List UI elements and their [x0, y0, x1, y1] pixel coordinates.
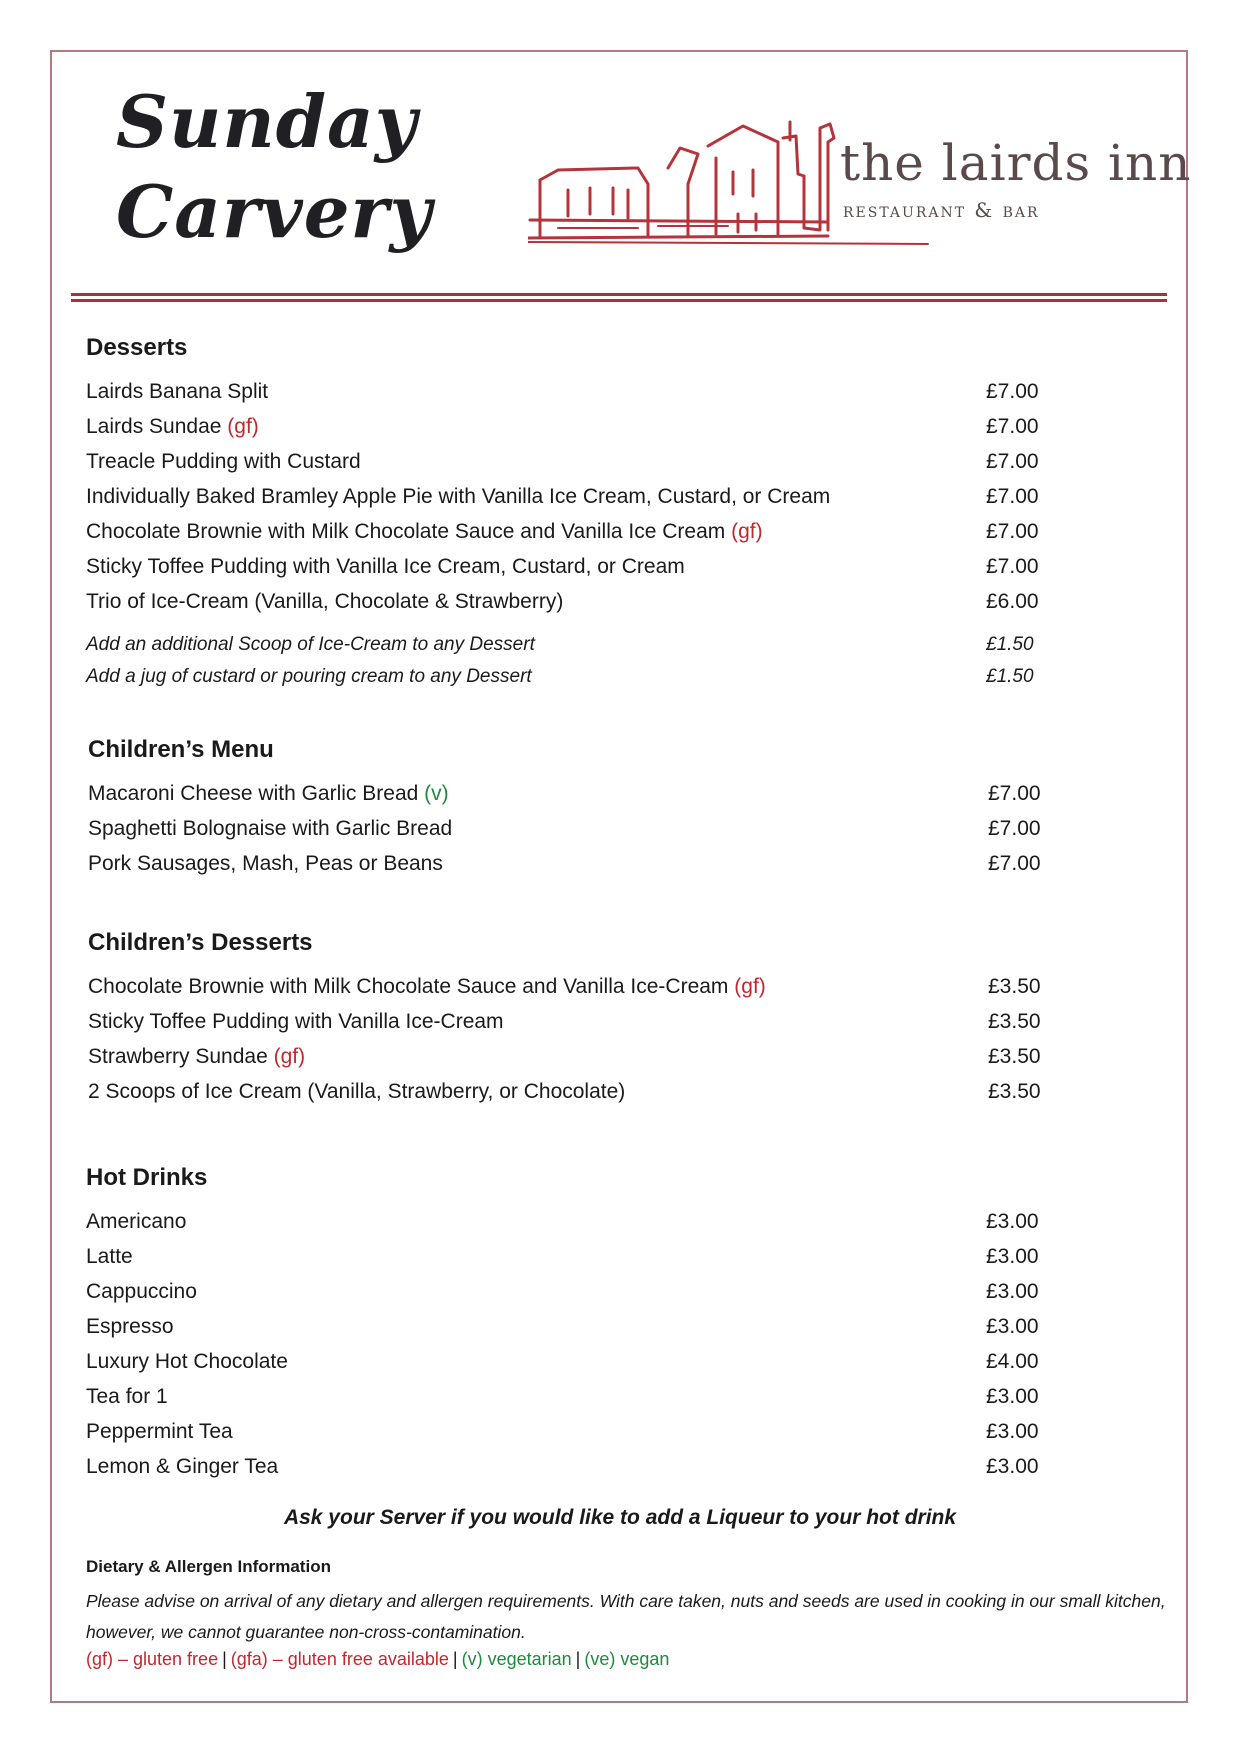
legend-vegan: (ve) vegan — [584, 1649, 670, 1669]
item-name: Peppermint Tea — [86, 1420, 233, 1443]
item-name: Chocolate Brownie with Milk Chocolate Sauce and Vanilla Ice-Cream — [88, 975, 735, 998]
item-price: £3.50 — [988, 1010, 1041, 1033]
menu-item — [86, 589, 1106, 624]
menu-item — [86, 1419, 1106, 1454]
dietary-text: Please advise on arrival of any dietary and allergen requirements. With care taken, nuts and seeds are used in cooking in our small kitchen, however, we cannot guarantee non-cross-contamination. — [86, 1591, 1166, 1642]
extra-item — [86, 632, 1106, 664]
item-price: £3.00 — [986, 1420, 1039, 1443]
legend-gluten-free-available: (gfa) – gluten free available — [230, 1649, 449, 1669]
item-name: Add an additional Scoop of Ice-Cream to any Dessert — [86, 634, 535, 655]
menu-item — [86, 519, 1106, 554]
hot-drinks-section — [86, 1163, 1106, 1489]
menu-item — [88, 816, 1108, 851]
item-name: Spaghetti Bolognaise with Garlic Bread — [88, 817, 453, 840]
item-price: £7.00 — [988, 817, 1041, 840]
desserts-section — [86, 333, 1106, 696]
item-price: £4.00 — [986, 1350, 1039, 1373]
section-title: Desserts — [86, 334, 188, 361]
dietary-tag: (gf) — [227, 415, 259, 438]
item-name: Tea for 1 — [86, 1385, 168, 1408]
item-price: £3.00 — [986, 1455, 1039, 1478]
menu-item — [86, 554, 1106, 589]
item-name: Lairds Banana Split — [86, 380, 269, 403]
menu-item — [86, 414, 1106, 449]
item-price: £7.00 — [986, 450, 1039, 473]
liqueur-note: Ask your Server if you would like to add a Liqueur to your hot drink — [283, 1506, 957, 1529]
item-name: Latte — [86, 1245, 133, 1268]
menu-item — [86, 449, 1106, 484]
menu-item — [88, 781, 1108, 816]
item-name: Trio of Ice-Cream (Vanilla, Chocolate & Strawberry) — [86, 590, 564, 613]
menu-item — [86, 379, 1106, 414]
item-name: Sticky Toffee Pudding with Vanilla Ice Cream, Custard, or Cream — [86, 555, 685, 578]
page-title-line1: Sunday — [116, 79, 418, 164]
item-name: Espresso — [86, 1315, 174, 1338]
dietary-tag: (gf) — [273, 1045, 306, 1068]
item-price: £7.00 — [986, 485, 1039, 508]
item-price: £3.00 — [986, 1210, 1039, 1233]
item-name: Add a jug of custard or pouring cream to any Dessert — [86, 666, 532, 687]
item-price: £3.00 — [986, 1245, 1039, 1268]
menu-item — [86, 1314, 1106, 1349]
section-title: Children’s Menu — [88, 736, 274, 763]
childrens-menu-section — [88, 735, 1108, 886]
menu-item — [86, 1244, 1106, 1279]
logo-name: the lairds inn — [840, 134, 1192, 192]
menu-item — [88, 851, 1108, 886]
legend-separator: | — [222, 1649, 227, 1669]
item-price: £7.00 — [986, 520, 1039, 543]
menu-item — [88, 1044, 1108, 1079]
item-price: £3.00 — [986, 1315, 1039, 1338]
item-price: £6.00 — [986, 590, 1039, 613]
dietary-tag: (gf) — [734, 975, 766, 998]
dietary-tag: (gf) — [731, 520, 763, 543]
dietary-legend — [86, 1649, 669, 1670]
menu-item — [86, 1349, 1106, 1384]
legend-vegetarian: (v) vegetarian — [461, 1649, 572, 1669]
item-price: £1.50 — [986, 634, 1034, 655]
item-price: £3.00 — [986, 1280, 1039, 1303]
item-name: Individually Baked Bramley Apple Pie with Vanilla Ice Cream, Custard, or Cream — [86, 485, 831, 508]
item-price: £3.50 — [988, 1080, 1041, 1103]
menu-item — [88, 974, 1108, 1009]
item-price: £3.00 — [986, 1385, 1039, 1408]
item-price: £7.00 — [988, 782, 1041, 805]
item-name: Lemon & Ginger Tea — [86, 1455, 279, 1478]
legend-separator: | — [575, 1649, 581, 1669]
item-price: £3.50 — [988, 975, 1041, 998]
item-name: Macaroni Cheese with Garlic Bread — [88, 782, 425, 805]
menu-item — [88, 1079, 1108, 1114]
menu-item — [86, 1209, 1106, 1244]
header-divider-bottom — [71, 299, 1167, 302]
page-title-line2: Carvery — [116, 169, 433, 254]
item-name: Strawberry Sundae — [88, 1045, 274, 1068]
item-name: Pork Sausages, Mash, Peas or Beans — [88, 852, 443, 875]
item-price: £7.00 — [986, 555, 1039, 578]
legend-separator: | — [452, 1649, 458, 1669]
menu-item — [88, 1009, 1108, 1044]
section-title: Hot Drinks — [86, 1164, 208, 1191]
menu-item — [86, 1454, 1106, 1489]
item-price: £1.50 — [986, 666, 1034, 687]
section-title: Children’s Desserts — [88, 929, 313, 956]
item-name: Americano — [86, 1210, 187, 1233]
item-name: Luxury Hot Chocolate — [86, 1350, 288, 1373]
item-name: Lairds Sundae — [86, 415, 228, 438]
item-name: Chocolate Brownie with Milk Chocolate Sauce and Vanilla Ice Cream — [86, 520, 732, 543]
menu-item — [86, 484, 1106, 519]
dietary-tag: (v) — [424, 782, 449, 805]
logo-tagline: restaurant & bar — [843, 198, 1040, 222]
extra-item — [86, 664, 1106, 696]
item-price: £7.00 — [986, 415, 1039, 438]
menu-item — [86, 1279, 1106, 1314]
menu-item — [86, 1384, 1106, 1419]
item-price: £7.00 — [986, 380, 1039, 403]
item-name: Sticky Toffee Pudding with Vanilla Ice-Cream — [88, 1010, 504, 1033]
item-name: 2 Scoops of Ice Cream (Vanilla, Strawberry, or Chocolate) — [88, 1080, 626, 1103]
item-price: £7.00 — [988, 852, 1041, 875]
item-name: Treacle Pudding with Custard — [86, 450, 361, 473]
legend-gluten-free: (gf) – gluten free — [86, 1649, 219, 1669]
childrens-desserts-section — [88, 928, 1108, 1114]
dietary-title: Dietary & Allergen Information — [86, 1557, 331, 1576]
item-name: Cappuccino — [86, 1280, 197, 1303]
header-divider-top — [71, 293, 1167, 296]
item-price: £3.50 — [988, 1045, 1041, 1068]
